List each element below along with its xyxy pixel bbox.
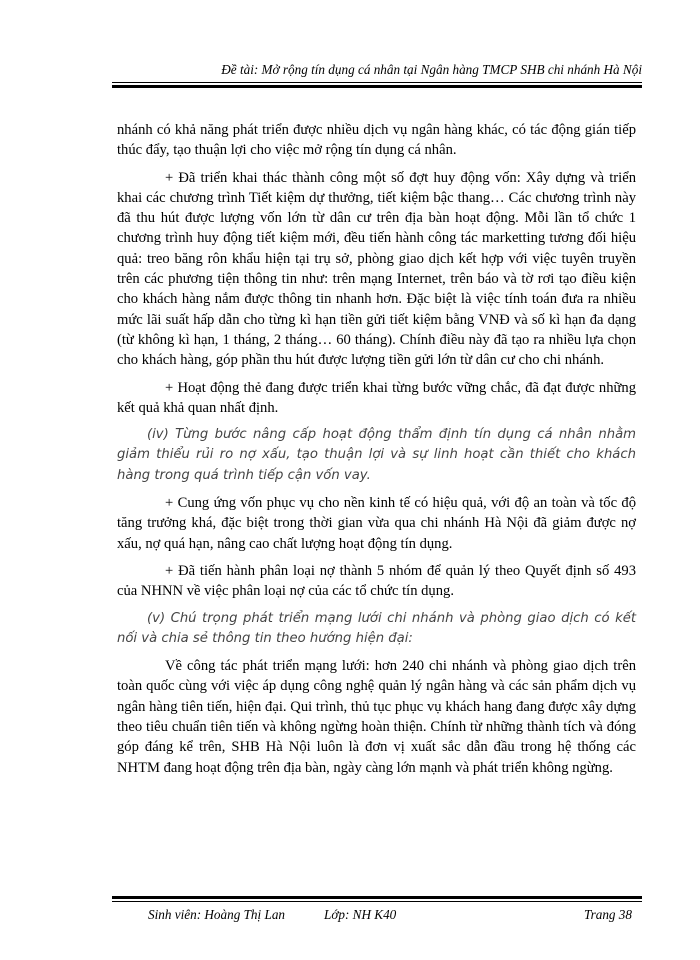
paragraph-card-activity: + Hoạt động thẻ đang được triển khai từng bước vững chắc, đã đạt được những kết quả khả quan nhất định. — [117, 379, 636, 416]
header-rule-thick — [112, 85, 642, 88]
paragraph-heading-v: (v) Chú trọng phát triển mạng lưới chi nhánh và phòng giao dịch có kết nối và chia sẻ thông tin theo hướng hiện đại: — [117, 610, 636, 646]
paragraph-capital-mobilization: + Đã triển khai thác thành công một số đợt huy động vốn: Xây dựng và triển khai các chương trình Tiết kiệm dự thưởng, tiết kiệm bậc thang… Các chương trình này đã thu hút được lượng vốn lớn từ dân cư trên địa bàn hoạt động. Mỗi lần tổ chức 1 chương trình huy động tiết kiệm mới, đều tiến hành công tác marketting tương đối hiệu quả: treo băng rôn khẩu hiện tại trụ sở, phòng giao dịch kết hợp với việc tuyên truyền trên các phương tiện thông tin như: trên mạng Internet, trên báo và tờ rơi tạo điều kiện cho khách hàng nắm được thông tin nhanh hơn. Đặc biệt là việc tính toán đưa ra nhiều mức lãi suất hấp dẫn cho từng kì hạn tiền gửi tiết kiệm bằng VNĐ và số kì hạn đa dạng (từ không kì hạn, 1 tháng, 2 tháng… 60 tháng). Chính điều này đã tạo ra nhiều lựa chọn cho khách hàng, góp phần thu hút được lượng tiền gửi lớn từ dân cư cho chi nhánh. — [117, 169, 636, 369]
paragraph-continuation: nhánh có khả năng phát triển được nhiều dịch vụ ngân hàng khác, có tác động gián tiếp thúc đẩy, tạo thuận lợi cho việc mở rộng tín dụng cá nhân. — [117, 122, 636, 159]
footer-rule-thin — [112, 901, 642, 902]
footer-rule-thick — [112, 896, 642, 899]
footer-student-name: Sinh viên: Hoàng Thị Lan — [148, 907, 286, 922]
page-header-title: Đề tài: Mở rộng tín dụng cá nhân tại Ngân hàng TMCP SHB chi nhánh Hà Nội — [221, 62, 642, 77]
paragraph-network-development: Về công tác phát triển mạng lưới: hơn 240 chi nhánh và phòng giao dịch trên toàn quốc cùng với việc áp dụng công nghệ quản lý ngân hàng và các sản phẩm dịch vụ ngân hàng tiên tiến, hiện đại. Qui trình, thủ tục phục vụ khách hang đang được xây dựng theo tiêu chuẩn tiên tiến và không ngừng hoàn thiện. Chính từ những thành tích và đóng góp đáng kể trên, SHB Hà Nội luôn là đơn vị xuất sắc dẫn đầu trong hệ thống các NHTM đang hoạt động trên địa bàn, ngày càng lớn mạnh và phát triển không ngừng. — [117, 658, 636, 776]
footer-class: Lớp: NH K40 — [324, 907, 397, 922]
paragraph-capital-supply: + Cung ứng vốn phục vụ cho nền kinh tế có hiệu quả, với độ an toàn và tốc độ tăng trưởng khá, đặc biệt trong thời gian vừa qua chi nhánh Hà Nội đã giảm được nợ xấu, nợ quá hạn, nâng cao chất lượng hoạt động tín dụng. — [117, 495, 636, 552]
document-body — [117, 120, 636, 785]
paragraph-debt-classification: + Đã tiến hành phân loại nợ thành 5 nhóm để quản lý theo Quyết định số 493 của NHNN về việc phân loại nợ của các tổ chức tín dụng. — [117, 562, 636, 600]
paragraph-heading-iv: (iv) Từng bước nâng cấp hoạt động thẩm định tín dụng cá nhân nhằm giảm thiểu rủi ro nợ xấu, tạo thuận lợi và sự linh hoạt cần thiết cho khách hàng trong quá trình tiếp cận vốn vay. — [117, 427, 636, 483]
footer-page-number: Trang 38 — [583, 907, 632, 922]
header-rule-thin — [112, 82, 642, 83]
